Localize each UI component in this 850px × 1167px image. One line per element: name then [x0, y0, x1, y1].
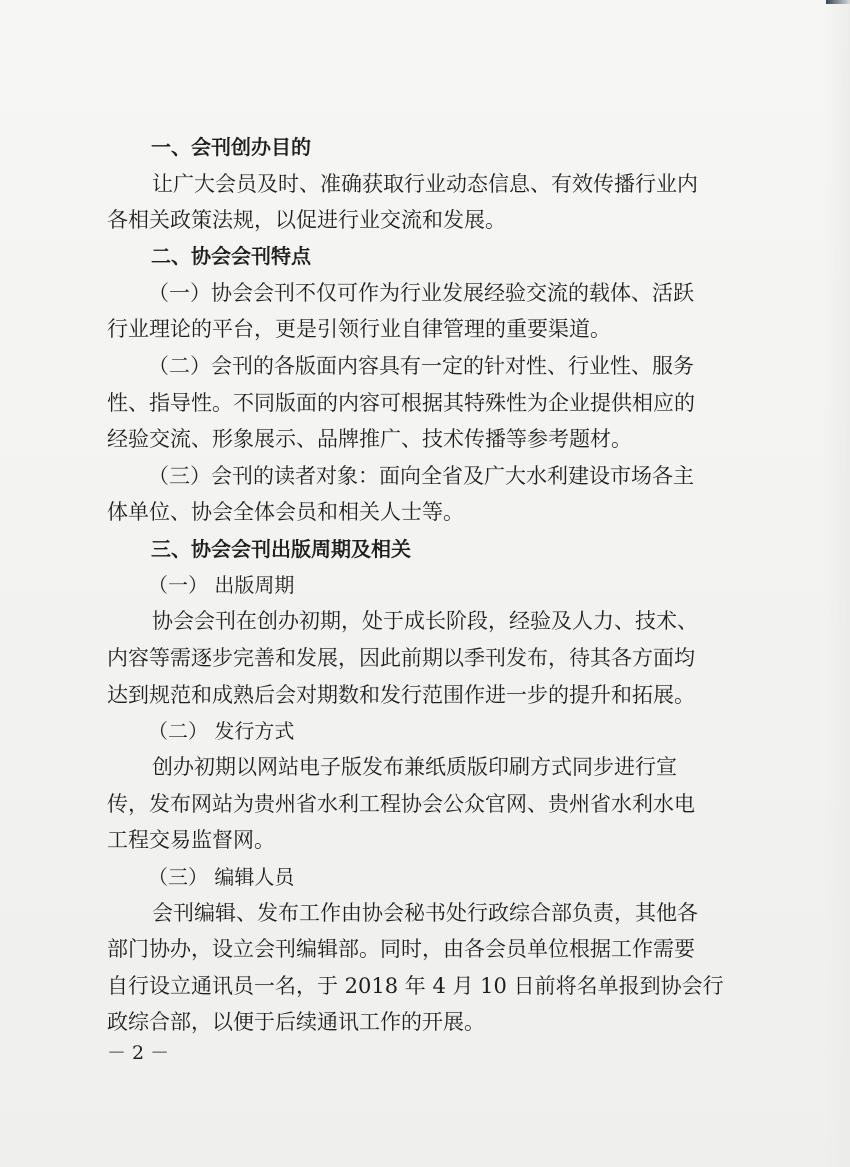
- paragraph-line: （三）会刊的读者对象：面向全省及广大水利建设市场各主: [148, 464, 694, 488]
- paragraph-line: 性、指导性。不同版面的内容可根据其特殊性为企业提供相应的: [107, 391, 695, 415]
- paragraph-line: 传，发布网站为贵州省水利工程协会公众官网、贵州省水利水电: [107, 792, 695, 816]
- paragraph-line: 经验交流、形象展示、品牌推广、技术传播等参考题材。: [107, 427, 632, 451]
- paragraph-line: 体单位、协会全体会员和相关人士等。: [107, 500, 464, 524]
- page-number: － 2 －: [107, 1042, 170, 1064]
- paragraph-line: 工程交易监督网。: [107, 828, 275, 852]
- scan-edge-shadow: [824, 0, 850, 1167]
- paragraph-line: 让广大会员及时、准确获取行业动态信息、有效传播行业内: [152, 172, 698, 196]
- paragraph-line: 内容等需逐步完善和发展，因此前期以季刊发布，待其各方面均: [107, 646, 695, 670]
- paragraph-line: 部门协办，设立会刊编辑部。同时，由各会员单位根据工作需要: [107, 937, 695, 961]
- paragraph-line: 协会会刊在创办初期，处于成长阶段，经验及人力、技术、: [152, 609, 698, 633]
- paragraph-line: 政综合部，以便于后续通讯工作的开展。: [107, 1010, 485, 1034]
- paragraph-line: 创办初期以网站电子版发布兼纸质版印刷方式同步进行宣: [152, 755, 677, 779]
- section-heading: 二、协会会刊特点: [151, 244, 311, 268]
- paragraph-line: 自行设立通讯员一名，于 2018 年 4 月 10 日前将名单报到协会行: [107, 974, 724, 998]
- subsection-title: （一） 出版周期: [148, 573, 295, 597]
- paragraph-line: 达到规范和成熟后会对期数和发行范围作进一步的提升和拓展。: [107, 683, 695, 707]
- subsection-title: （二） 发行方式: [148, 719, 295, 743]
- section-heading: 三、协会会刊出版周期及相关: [151, 537, 411, 561]
- paragraph-line: 行业理论的平台，更是引领行业自律管理的重要渠道。: [107, 317, 611, 341]
- section-heading: 一、会刊创办目的: [151, 135, 311, 159]
- paragraph-line: （一）协会会刊不仅可作为行业发展经验交流的载体、活跃: [148, 281, 694, 305]
- paragraph-line: （二）会刊的各版面内容具有一定的针对性、行业性、服务: [148, 354, 694, 378]
- subsection-title: （三） 编辑人员: [148, 865, 295, 889]
- paragraph-line: 会刊编辑、发布工作由协会秘书处行政综合部负责，其他各: [152, 901, 698, 925]
- paragraph-line: 各相关政策法规，以促进行业交流和发展。: [107, 208, 506, 232]
